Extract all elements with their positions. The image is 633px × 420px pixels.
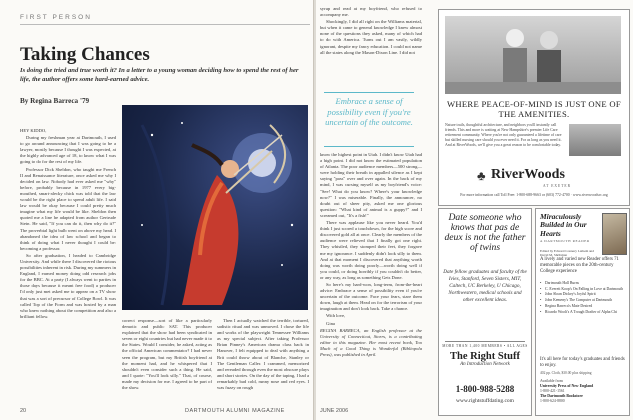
paragraph: During my freshman year at Dartmouth, I used to go around announcing that I was going to be a lawyer, mostly because I thought I was expected, at the highly advanced age of 18, to know what I was going to do for the rest of my life. [20,135,116,165]
book-editors: Edited by Edward Connery Lathem and David M. Shribman [540,249,594,258]
book-description: A lively and varied new Reader offers 71 memorable pieces on the 20th-century College experience [540,257,619,274]
magazine-name: DARTMOUTH ALUMNI MAGAZINE [185,408,285,414]
brand-name: The Right Stuff [449,351,520,362]
signoff-name: Gina [326,320,335,326]
article-deck: Is doing the tried and true worth it? In a letter to a young woman deciding how to spend the rest of her life, the author offers some hard-earned advice. [20,67,299,83]
paragraph: So after graduation, I headed to Cambridge University. And while there I discovered the riotous possibilities inherent in risk. During my summers in England, I earned money doing odd research jobs for the BBC. At a party (I always went to parties in those days because it meant free food) a producer I'd only just met asked me to appear on a TV show that was a sort of precursor of College Bowl. It was called Top of the Form and was hosted by a man who knew nothing about the competition and also a brilliant fellow. [20,252,116,319]
ad-headline: Date someone who knows that pas de deux is not the father of twins [444,212,526,253]
paragraph: So here's my hard-won, long-term, from-the-heart advice: Embrace a sense of possibility even if you're uncertain of the outcome. Face your fears, stare them down, laugh at them. Head on for the terrorism of your imagination and don't look back. Take a chance. [320,281,422,312]
list-item: • Dartmouth Hall Burns [540,281,625,287]
seller-phone: 1-800-421-1561 [540,389,565,393]
ad-body: Nature trails, thoughtful architecture, and neighbors you'll instantly call friends. This and more is waiting at New Hampshire's premier Life Care retirement community. Where you're not only guaranteed a lifetime of care but skilled nursing care should you ever need it. For as long as you need it. And at RiverWoods, we'll give you a great reason to be comfortable today. [445,123,562,147]
article-column-1 [20,128,116,406]
availability [540,379,625,404]
paragraph: Then I actually watched the terrible, tortured, sadistic ritual and was unmoved. I chose the life and works of the playwright Tennessee Williams as my special subject. After taking Professor Brian Pinney's American drama class back in Hanover, I felt equipped to deal with anything a Brit could throw about of Blanche, Stanley or The Gentleman Caller. I crammed, memorized and rereaded through even the most obscure plays and short stories. On the day of the taping, I had a remarkably bad cold, runny nose and red eyes. I was fuzzy on rough [217,318,309,391]
book-contents-list [540,281,625,315]
book-gift-line: It's all here for today's graduates and friends to enjoy. [540,357,625,368]
salutation: HEY KIDDO, [20,128,47,133]
article-title: Taking Chances [20,44,150,65]
illustration-archer-woman [122,105,308,310]
article-column-3 [217,318,309,406]
brand-subname: AT EXETER [543,184,571,188]
list-item: • C. Everett Koop's On Falling in Love at Dartmouth [540,287,625,293]
divider [445,341,525,342]
ad-contact: For more information call Toll Free: 1-800-688-9663 or (603) 772-4700 · www.riverwoodsrc.org [460,193,608,197]
book-price: 402 pp. Cloth, $30.00 plus shipping [540,371,592,375]
book-cover-image [602,213,627,255]
couple-photo [445,16,621,94]
brand-name: RiverWoods [491,167,565,182]
list-item: • John Kemeny's The Computer at Dartmouth [540,298,625,304]
article-byline: By Regina Barreca '79 [20,97,90,105]
tree-logo-icon: ♣ [477,168,486,183]
paragraph: syrup and read at my boyfriend, who refused to accompany me. [320,6,422,18]
left-page [0,0,314,420]
seller-name: The Dartmouth Bookstore [540,394,583,398]
ad-body: Date fellow graduates and faculty of the Ivies, Stanford, Seven Sisters, MIT, Caltech, UC Berkeley, U Chicago, Northwestern, medical schools and other excellent ideas. [443,269,527,303]
author-bio: REGINA BARRECA, an English professor at the University of Connecticut, Storrs, is a contributing editor to this magazine. Her most recent book, Too Much of a Good Thing is Wonderful (Bibliopola Press), was published in April. [320,327,422,357]
paragraph: Shockingly, I did all right on the Williams material, but when it came to general knowledge I knew almost none of the questions they asked, many of which had to do with America. Turns out I am vastly, wildly ignorant, despite my fancy education. I could not name all the states along the Mason-Dixon Line. I did not [320,19,422,55]
pull-quote: Embrace a sense of possibility even if you're uncertain of the outcome. [325,96,413,127]
article-column-2 [122,318,212,406]
seller-name: University Press of New England [540,384,594,388]
availability-label: Available from [540,379,563,383]
section-kicker: FIRST PERSON [20,14,92,21]
issue-date: JUNE 2006 [320,408,349,414]
right-page [316,0,633,420]
book-subtitle: A DARTMOUTH READER [540,239,590,243]
paragraph: correct response—sort of like a particularly demotic and public SAT. This producer explained that the show had been syndicated in seven or eight countries but had never made it to the States. Would I consider, he asked, acting as the official American commentator? I had never seen the program, but my British boyfriend at the moment had, and he whispered that I shouldn't even consider such a thing. He said, and I quote: "You'll look silly." That, of course, made my decision for me. I agreed to be part of the show. [122,318,212,391]
seller-phone: 1-800-624-8800 [540,399,565,403]
ad-riverwoods [438,9,630,206]
kicker-rule [20,24,310,25]
signoff-line: With love, [326,313,346,319]
member-count: MORE THAN 1,400 MEMBERS • ALL AGES [442,344,528,348]
paragraph: know the highest point in Utah. I didn't know Utah had a high point. I did not know the estimated population of Atlanta. The poor audience members—500 strong—were holding their breath in appalled silence as I kept saying "pass" over and over again. In the back of my mind, I was cursing myself as my boyfriend's voice: "See! What do you know? Where's your knowledge now?" I was miserable. Finally, the announcer, no doubt out of sheer pity, asked me one glorious question: "What kind of animal is a guppy?" and I screamed out, "It's a fish!" [320,152,422,218]
article-continuation-main [320,152,422,408]
list-item: • John Sloan Dickey's Joyful Spirit [540,292,625,298]
brand-tagline: An Introduction Network [460,362,510,367]
phone-number: 1-800-988-5288 [455,384,515,394]
ad-headline: WHERE PEACE-OF-MIND IS JUST ONE OF THE AMENITIES. [446,99,622,119]
list-item: • Regina Barreca's Mate Desired [540,304,625,310]
paragraph: Professor Dick Sheldon, who taught me French II and Renaissance literature, once asked me why I decided on law. Nobody had ever asked me "why" before, probably because in 1977 every big-mouthed, smart-alecky chick was told that the law would be the right place to spend adult life. I said law would be okay because I could pretty much imagine what my life would be like. Sheldon then quoted me a line he adapted from author Gertrude Stein. He said, "If you can do it, then why do it?" The proverbial light bulb went on above my head. I abandoned the idea of law school and began to think of doing what I never thought I could be: becoming a professor. [20,166,116,251]
page-number: 20 [20,408,27,414]
paragraph: There was applause like you never heard. You'd think I just scored a touchdown, for the high score and discovered gold all at once. Clearly the members of the audience were relieved that I finally got one right. They whistled, they stomped their feet, they forgave me my ignorance. I suddenly didn't look silly to them. And at that moment I discovered that anything worth doing was worth doing poorly—worth doing well if you could, or doing horribly if you couldn't do better, or any way, as long as something Gets Done. [320,220,422,280]
ad-right-stuff [438,208,532,416]
list-item: • Ricardo Woolt's A Trough Drafter of Alpha Chi [540,310,625,316]
pull-quote-rule-top [324,92,414,93]
archer-artwork [122,105,308,310]
book-title: Miraculously Builded in Our Hearts [540,212,587,238]
brand-block [441,351,529,377]
pull-quote-rule-bottom [324,146,414,147]
website: www.rightstuffdating.com [456,398,514,404]
house-photo [569,124,621,156]
ad-book [535,208,630,416]
